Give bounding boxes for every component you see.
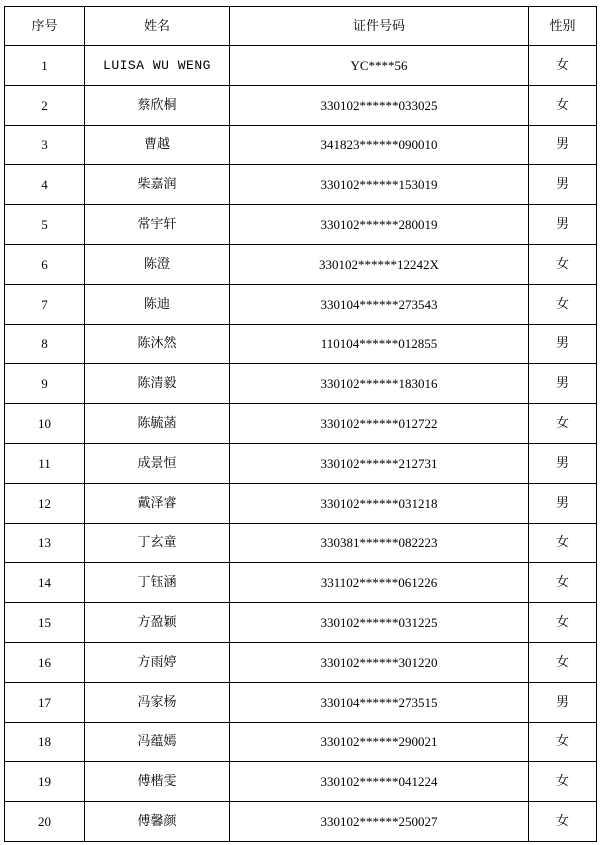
gender-cell: 男 <box>529 165 597 205</box>
name-cell: 陈清毅 <box>85 364 230 404</box>
header-gender: 性别 <box>529 7 597 46</box>
seq-cell: 5 <box>5 205 85 245</box>
gender-cell: 男 <box>529 324 597 364</box>
table-row <box>5 125 597 165</box>
gender-cell: 女 <box>529 802 597 842</box>
gender-cell: 男 <box>529 682 597 722</box>
id-number-cell: 330381******082223 <box>230 523 529 563</box>
table-row <box>5 443 597 483</box>
name-cell: 方雨婷 <box>85 642 230 682</box>
gender-cell: 男 <box>529 205 597 245</box>
gender-cell: 女 <box>529 523 597 563</box>
table-row <box>5 404 597 444</box>
name-cell: 方盈颖 <box>85 603 230 643</box>
id-number-cell: 330102******031225 <box>230 603 529 643</box>
seq-cell: 16 <box>5 642 85 682</box>
seq-cell: 20 <box>5 802 85 842</box>
seq-cell: 17 <box>5 682 85 722</box>
id-number-cell: 330102******041224 <box>230 762 529 802</box>
table-row <box>5 324 597 364</box>
id-number-cell: 330102******031218 <box>230 483 529 523</box>
name-cell: 陈沐然 <box>85 324 230 364</box>
table-row <box>5 483 597 523</box>
gender-cell: 男 <box>529 125 597 165</box>
gender-cell: 男 <box>529 443 597 483</box>
gender-cell: 女 <box>529 85 597 125</box>
name-cell: 柴嘉润 <box>85 165 230 205</box>
table-row <box>5 603 597 643</box>
name-cell: 丁玄童 <box>85 523 230 563</box>
seq-cell: 15 <box>5 603 85 643</box>
id-number-cell: 330102******183016 <box>230 364 529 404</box>
id-number-cell: 110104******012855 <box>230 324 529 364</box>
name-cell: 冯蕴嫣 <box>85 722 230 762</box>
table-row <box>5 165 597 205</box>
id-number-cell: 331102******061226 <box>230 563 529 603</box>
table-row <box>5 642 597 682</box>
name-cell: 戴泽睿 <box>85 483 230 523</box>
id-number-cell: 330102******033025 <box>230 85 529 125</box>
gender-cell: 女 <box>529 244 597 284</box>
id-number-cell: 330102******280019 <box>230 205 529 245</box>
table-row <box>5 682 597 722</box>
name-cell: 曹越 <box>85 125 230 165</box>
table-row <box>5 284 597 324</box>
id-number-cell: 330102******153019 <box>230 165 529 205</box>
seq-cell: 14 <box>5 563 85 603</box>
name-cell: LUISA WU WENG <box>85 46 230 86</box>
table-row <box>5 802 597 842</box>
seq-cell: 6 <box>5 244 85 284</box>
seq-cell: 10 <box>5 404 85 444</box>
table-header <box>5 7 597 46</box>
id-number-cell: YC****56 <box>230 46 529 86</box>
table-row <box>5 722 597 762</box>
id-number-cell: 341823******090010 <box>230 125 529 165</box>
table-row <box>5 244 597 284</box>
table-row <box>5 205 597 245</box>
name-cell: 冯家杨 <box>85 682 230 722</box>
header-row <box>5 7 597 46</box>
name-cell: 陈澄 <box>85 244 230 284</box>
gender-cell: 女 <box>529 284 597 324</box>
id-number-cell: 330104******273543 <box>230 284 529 324</box>
gender-cell: 男 <box>529 483 597 523</box>
name-cell: 陈毓菡 <box>85 404 230 444</box>
gender-cell: 女 <box>529 404 597 444</box>
seq-cell: 7 <box>5 284 85 324</box>
name-cell: 常宇轩 <box>85 205 230 245</box>
seq-cell: 12 <box>5 483 85 523</box>
seq-cell: 4 <box>5 165 85 205</box>
id-number-cell: 330102******290021 <box>230 722 529 762</box>
seq-cell: 2 <box>5 85 85 125</box>
seq-cell: 13 <box>5 523 85 563</box>
seq-cell: 1 <box>5 46 85 86</box>
seq-cell: 3 <box>5 125 85 165</box>
name-cell: 丁钰涵 <box>85 563 230 603</box>
seq-cell: 18 <box>5 722 85 762</box>
table-row <box>5 523 597 563</box>
gender-cell: 女 <box>529 762 597 802</box>
name-cell: 傅楷雯 <box>85 762 230 802</box>
seq-cell: 11 <box>5 443 85 483</box>
header-seq: 序号 <box>5 7 85 46</box>
seq-cell: 9 <box>5 364 85 404</box>
gender-cell: 女 <box>529 46 597 86</box>
table-body <box>5 46 597 842</box>
table-row <box>5 46 597 86</box>
table-row <box>5 364 597 404</box>
gender-cell: 男 <box>529 364 597 404</box>
table-row <box>5 85 597 125</box>
id-number-cell: 330102******301220 <box>230 642 529 682</box>
header-name: 姓名 <box>85 7 230 46</box>
id-number-cell: 330102******212731 <box>230 443 529 483</box>
name-cell: 陈迪 <box>85 284 230 324</box>
id-number-cell: 330102******012722 <box>230 404 529 444</box>
header-id-number: 证件号码 <box>230 7 529 46</box>
id-number-cell: 330104******273515 <box>230 682 529 722</box>
id-number-cell: 330102******250027 <box>230 802 529 842</box>
gender-cell: 女 <box>529 563 597 603</box>
table-row <box>5 762 597 802</box>
id-number-cell: 330102******12242X <box>230 244 529 284</box>
roster-table <box>4 6 597 842</box>
seq-cell: 8 <box>5 324 85 364</box>
gender-cell: 女 <box>529 722 597 762</box>
name-cell: 傅馨颜 <box>85 802 230 842</box>
name-cell: 蔡欣桐 <box>85 85 230 125</box>
seq-cell: 19 <box>5 762 85 802</box>
gender-cell: 女 <box>529 603 597 643</box>
name-cell: 成景恒 <box>85 443 230 483</box>
gender-cell: 女 <box>529 642 597 682</box>
table-row <box>5 563 597 603</box>
